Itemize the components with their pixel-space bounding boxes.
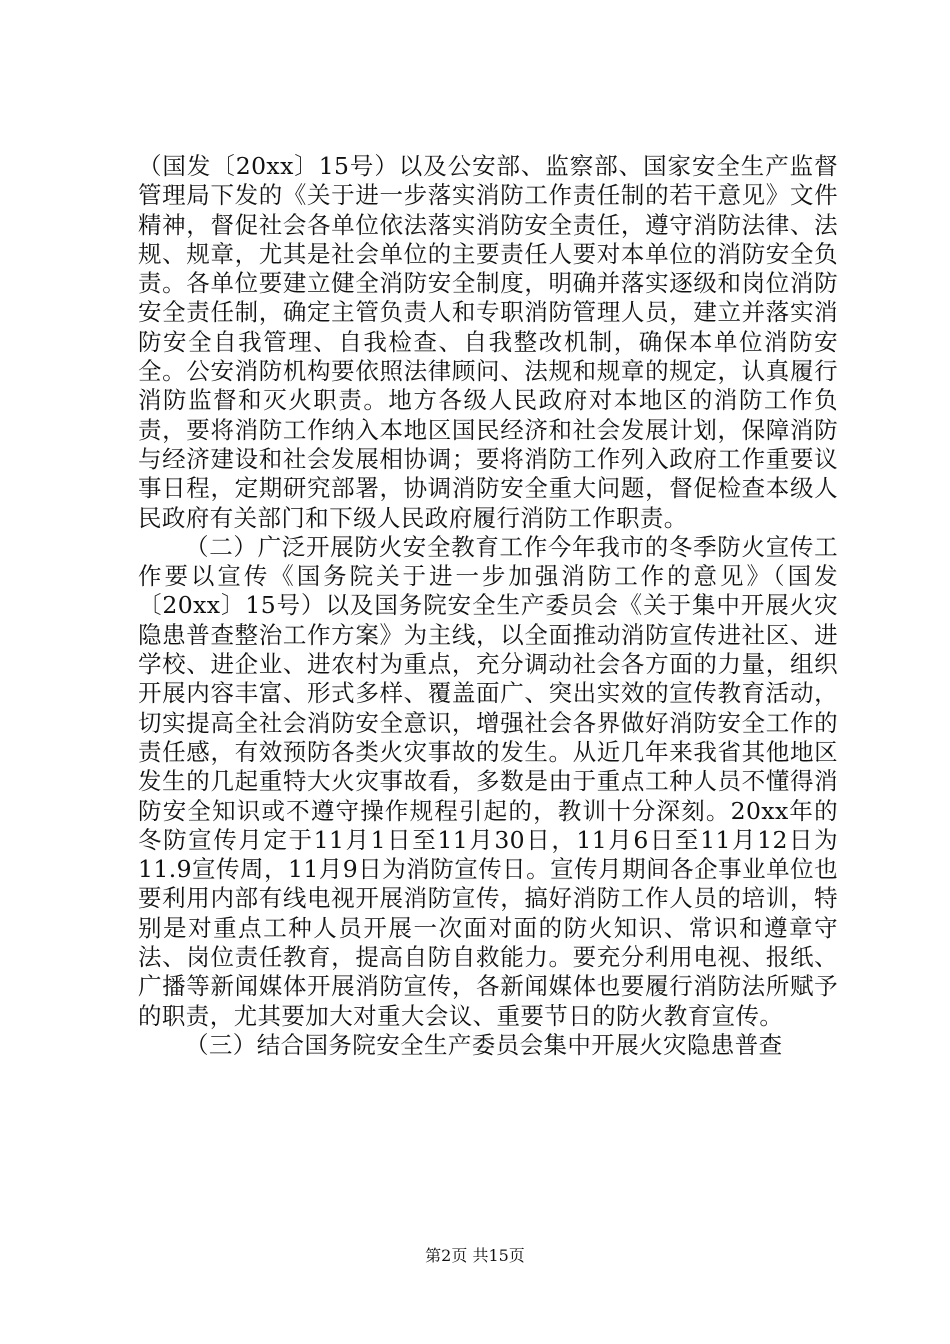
paragraph-1: （国发〔20xx〕15号）以及公安部、监察部、国家安全生产监督管理局下发的《关于进一步落实消防工作责任制的若干意见》文件精神，督促社会各单位依法落实消防安全责任，遵守消防法律、法规、规章，尤其是社会单位的主要责任人要对本单位的消防安全负责。各单位要建立健全消防安全制度，明确并落实逐级和岗位消防安全责任制，确定主管负责人和专职消防管理人员，建立并落实消防安全自我管理、自我检查、自我整改机制，确保本单位消防安全。公安消防机构要依照法律顾问、法规和规章的规定，认真履行消防监督和灭火职责。地方各级人民政府对本地区的消防工作负责，要将消防工作纳入本地区国民经济和社会发展计划，保障消防与经济建设和社会发展相协调；要将消防工作列入政府工作重要议事日程，定期研究部署，协调消防安全重大问题，督促检查本级人民政府有关部门和下级人民政府履行消防工作职责。 [138,152,838,532]
paragraph-3: （三）结合国务院安全生产委员会集中开展火灾隐患普查 [185,1030,783,1059]
body-text [138,152,838,1060]
page-footer: 第2页 共15页 [425,1246,525,1265]
paragraph-2: （二）广泛开展防火安全教育工作今年我市的冬季防火宣传工作要以宣传《国务院关于进一步加强消防工作的意见》（国发〔20xx〕15号）以及国务院安全生产委员会《关于集中开展火灾隐患普查整治工作方案》为主线，以全面推动消防宣传进社区、进学校、进企业、进农村为重点，充分调动社会各方面的力量，组织开展内容丰富、形式多样、覆盖面广、突出实效的宣传教育活动，切实提高全社会消防安全意识，增强社会各界做好消防安全工作的责任感，有效预防各类火灾事故的发生。从近几年来我省其他地区发生的几起重特大火灾事故看，多数是由于重点工种人员不懂得消防安全知识或不遵守操作规程引起的，教训十分深刻。20xx年的冬防宣传月定于11月1日至11月30日，11月6日至11月12日为11.9宣传周，11月9日为消防宣传日。宣传月期间各企事业单位也要利用内部有线电视开展消防宣传，搞好消防工作人员的培训，特别是对重点工种人员开展一次面对面的防火知识、常识和遵章守法、岗位责任教育，提高自防自救能力。要充分利用电视、报纸、广播等新闻媒体开展消防宣传，各新闻媒体也要履行消防法所赋予的职责，尤其要加大对重大会议、重要节日的防火教育宣传。 [138,532,838,1030]
